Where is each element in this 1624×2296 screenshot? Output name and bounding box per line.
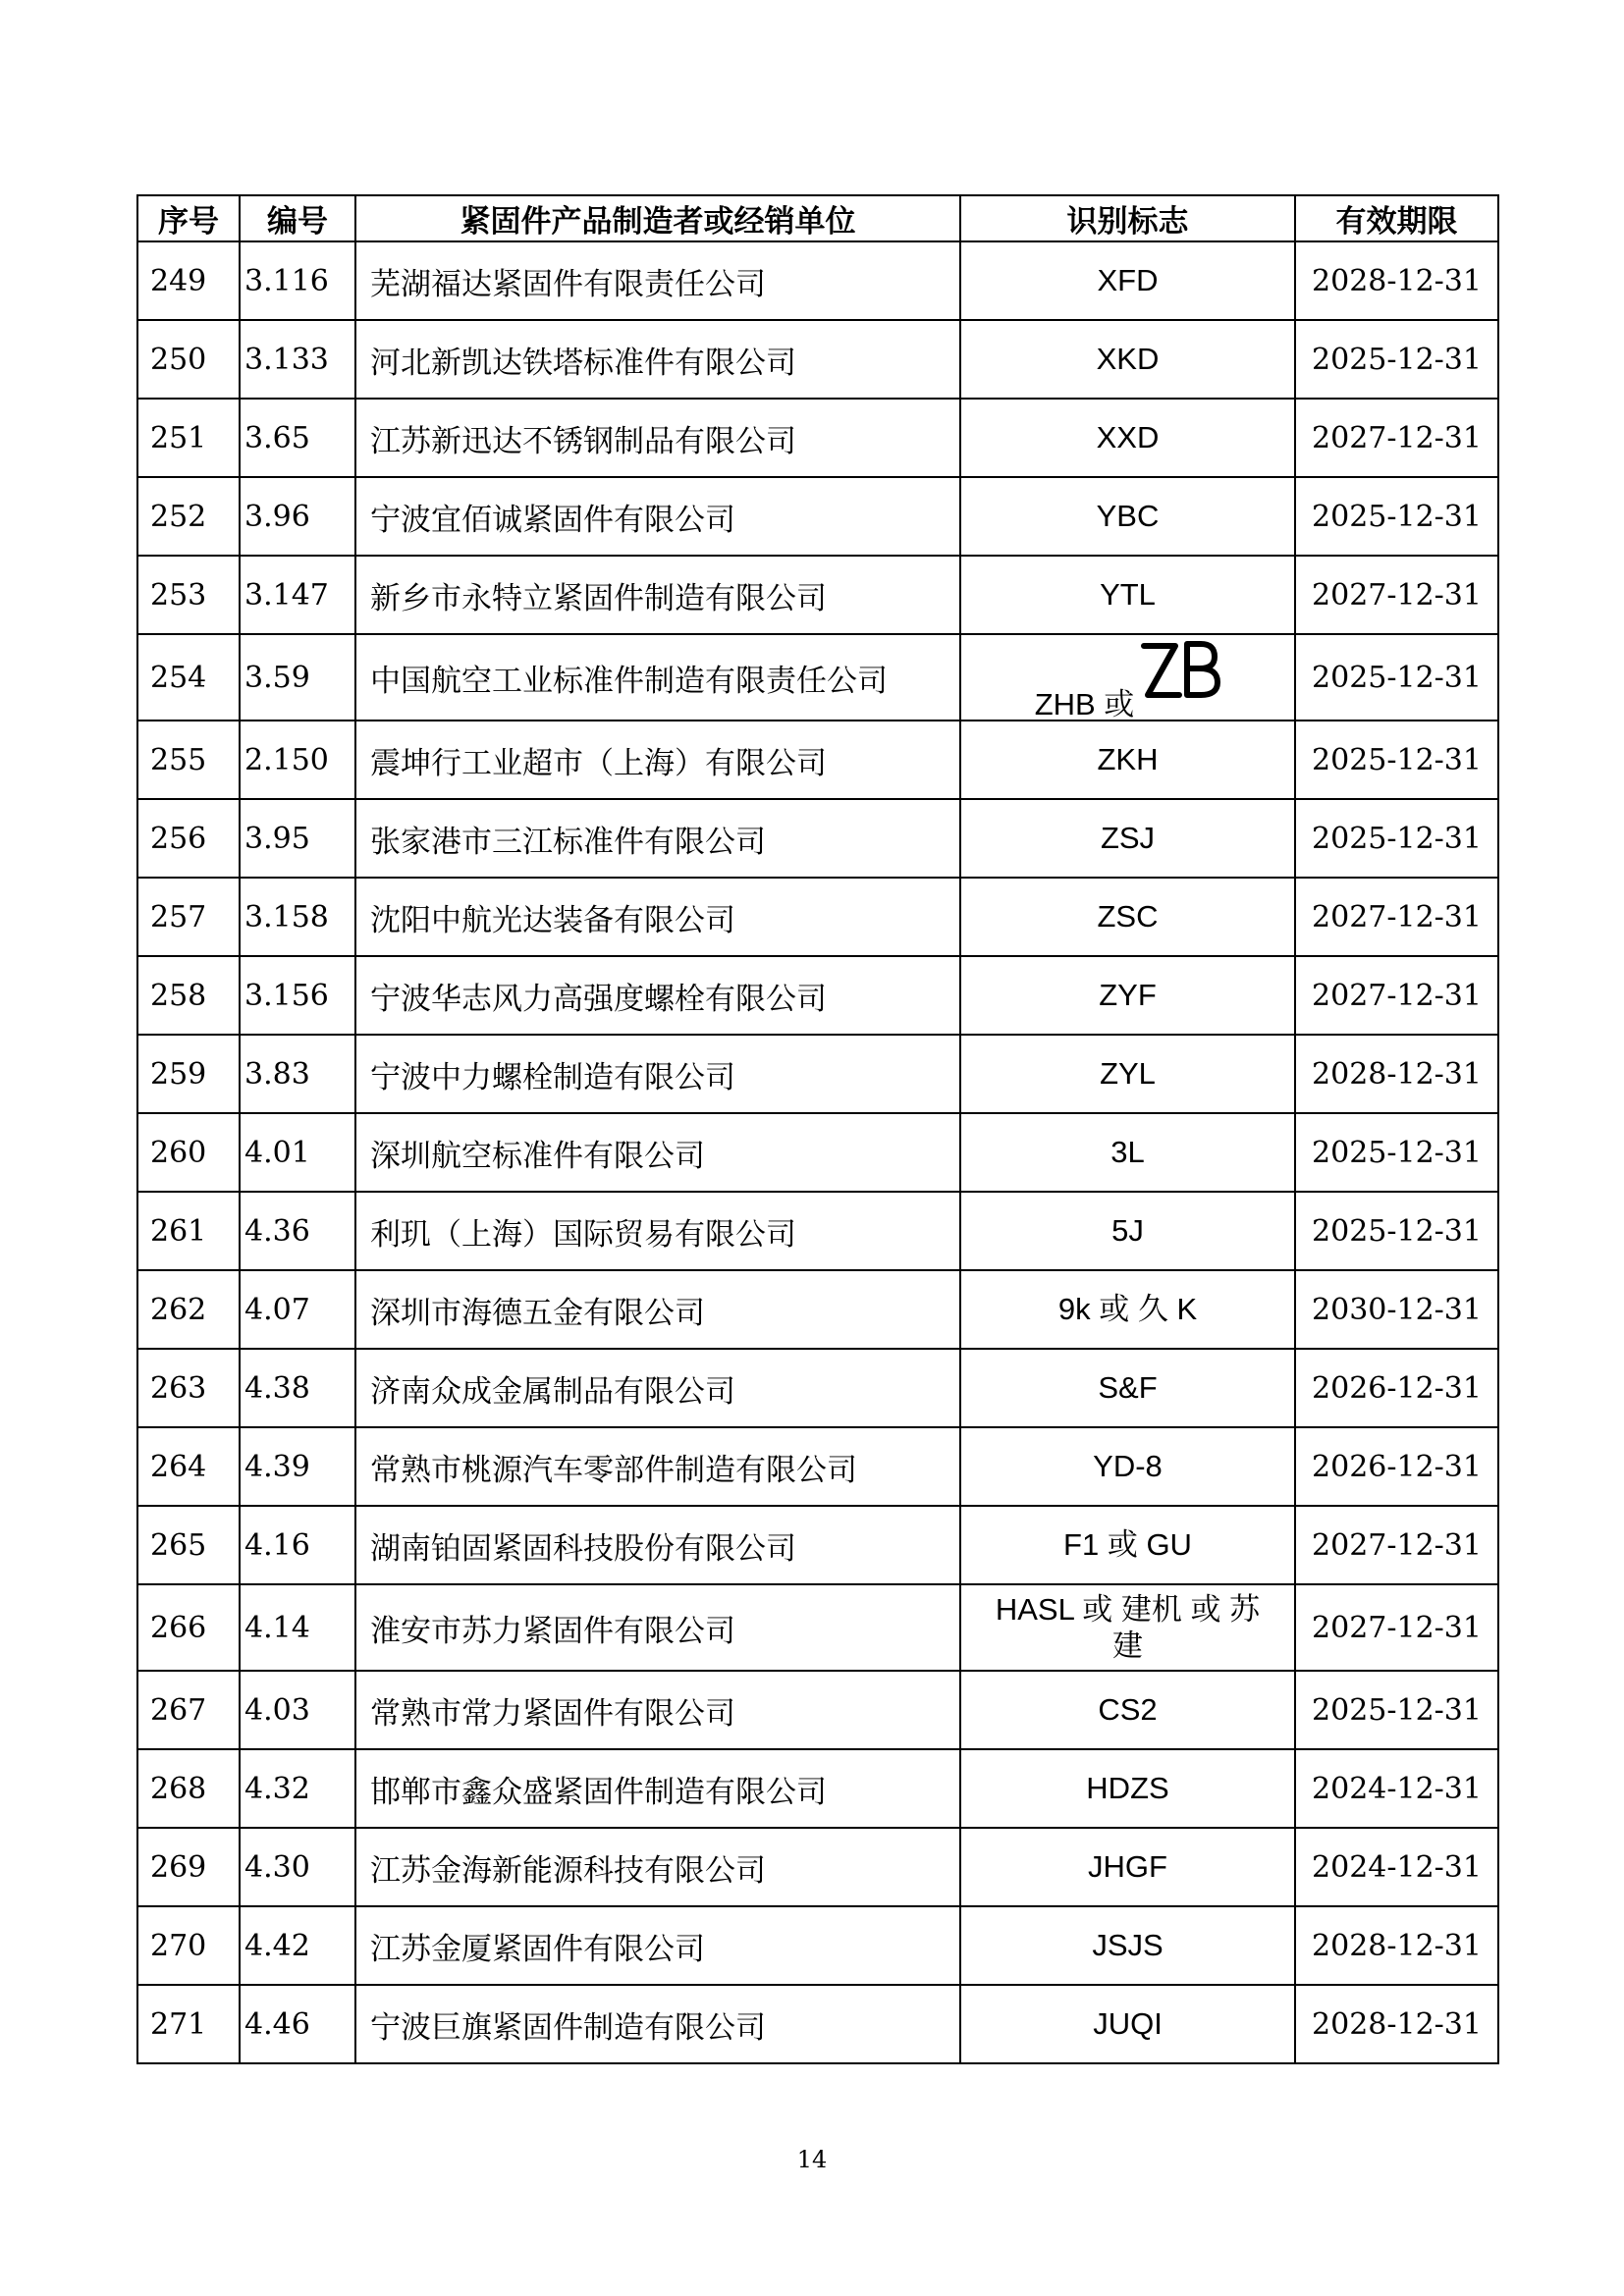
cell-mark bbox=[960, 634, 1295, 721]
cell-seq: 254 bbox=[137, 634, 240, 721]
cell-expiry: 2025-12-31 bbox=[1295, 477, 1498, 556]
cell-expiry: 2026-12-31 bbox=[1295, 1427, 1498, 1506]
cell-mark: ZYL bbox=[960, 1035, 1295, 1113]
page-number: 14 bbox=[796, 2146, 828, 2173]
cell-seq: 264 bbox=[137, 1427, 240, 1506]
cell-expiry: 2027-12-31 bbox=[1295, 878, 1498, 956]
cell-company: 芜湖福达紧固件有限责任公司 bbox=[355, 241, 960, 320]
cell-expiry: 2025-12-31 bbox=[1295, 721, 1498, 799]
table-row bbox=[137, 878, 1498, 956]
cell-company: 新乡市永特立紧固件制造有限公司 bbox=[355, 556, 960, 634]
header-seq: 序号 bbox=[137, 195, 240, 241]
header-mark: 识别标志 bbox=[960, 195, 1295, 241]
cell-expiry: 2025-12-31 bbox=[1295, 634, 1498, 721]
cell-company: 深圳航空标准件有限公司 bbox=[355, 1113, 960, 1192]
cell-mark: S&F bbox=[960, 1349, 1295, 1427]
cell-seq: 251 bbox=[137, 399, 240, 477]
cell-expiry: 2025-12-31 bbox=[1295, 320, 1498, 399]
cell-code: 3.59 bbox=[240, 634, 355, 721]
cell-code: 4.14 bbox=[240, 1584, 355, 1671]
cell-company: 震坤行工业超市（上海）有限公司 bbox=[355, 721, 960, 799]
cell-company: 中国航空工业标准件制造有限责任公司 bbox=[355, 634, 960, 721]
cell-seq: 263 bbox=[137, 1349, 240, 1427]
cell-mark: YTL bbox=[960, 556, 1295, 634]
table-row bbox=[137, 1906, 1498, 1985]
cell-code: 4.39 bbox=[240, 1427, 355, 1506]
cell-expiry: 2028-12-31 bbox=[1295, 241, 1498, 320]
table-row bbox=[137, 1828, 1498, 1906]
cell-seq: 265 bbox=[137, 1506, 240, 1584]
cell-seq: 259 bbox=[137, 1035, 240, 1113]
cell-mark: F1 或 GU bbox=[960, 1506, 1295, 1584]
cell-company: 淮安市苏力紧固件有限公司 bbox=[355, 1584, 960, 1671]
cell-expiry: 2026-12-31 bbox=[1295, 1349, 1498, 1427]
cell-expiry: 2028-12-31 bbox=[1295, 1985, 1498, 2063]
cell-seq: 256 bbox=[137, 799, 240, 878]
cell-seq: 262 bbox=[137, 1270, 240, 1349]
cell-expiry: 2025-12-31 bbox=[1295, 1113, 1498, 1192]
cell-seq: 269 bbox=[137, 1828, 240, 1906]
table-row bbox=[137, 1749, 1498, 1828]
zb-logo-mark bbox=[1138, 638, 1220, 701]
cell-seq: 266 bbox=[137, 1584, 240, 1671]
cell-code: 4.42 bbox=[240, 1906, 355, 1985]
cell-company: 邯郸市鑫众盛紧固件制造有限公司 bbox=[355, 1749, 960, 1828]
fastener-table-container bbox=[136, 194, 1497, 2064]
cell-code: 4.46 bbox=[240, 1985, 355, 2063]
table-row bbox=[137, 1506, 1498, 1584]
cell-seq: 255 bbox=[137, 721, 240, 799]
cell-company: 张家港市三江标准件有限公司 bbox=[355, 799, 960, 878]
cell-expiry: 2027-12-31 bbox=[1295, 1506, 1498, 1584]
mark-text: ZHB 或 bbox=[1034, 686, 1135, 721]
cell-company: 常熟市常力紧固件有限公司 bbox=[355, 1671, 960, 1749]
cell-company: 济南众成金属制品有限公司 bbox=[355, 1349, 960, 1427]
cell-code: 4.03 bbox=[240, 1671, 355, 1749]
cell-mark: JSJS bbox=[960, 1906, 1295, 1985]
cell-company: 江苏金厦紧固件有限公司 bbox=[355, 1906, 960, 1985]
cell-mark: 5J bbox=[960, 1192, 1295, 1270]
cell-seq: 261 bbox=[137, 1192, 240, 1270]
table-row bbox=[137, 399, 1498, 477]
cell-seq: 258 bbox=[137, 956, 240, 1035]
cell-mark: JHGF bbox=[960, 1828, 1295, 1906]
table-row bbox=[137, 721, 1498, 799]
cell-seq: 267 bbox=[137, 1671, 240, 1749]
cell-seq: 257 bbox=[137, 878, 240, 956]
cell-code: 3.133 bbox=[240, 320, 355, 399]
cell-mark: CS2 bbox=[960, 1671, 1295, 1749]
cell-expiry: 2024-12-31 bbox=[1295, 1749, 1498, 1828]
table-row bbox=[137, 1427, 1498, 1506]
cell-mark: ZSC bbox=[960, 878, 1295, 956]
cell-expiry: 2027-12-31 bbox=[1295, 1584, 1498, 1671]
cell-code: 3.83 bbox=[240, 1035, 355, 1113]
table-row bbox=[137, 1192, 1498, 1270]
cell-mark: XFD bbox=[960, 241, 1295, 320]
cell-seq: 249 bbox=[137, 241, 240, 320]
cell-seq: 268 bbox=[137, 1749, 240, 1828]
cell-company: 常熟市桃源汽车零部件制造有限公司 bbox=[355, 1427, 960, 1506]
table-row bbox=[137, 1270, 1498, 1349]
cell-code: 3.158 bbox=[240, 878, 355, 956]
cell-seq: 250 bbox=[137, 320, 240, 399]
table-row bbox=[137, 634, 1498, 721]
cell-seq: 252 bbox=[137, 477, 240, 556]
cell-expiry: 2025-12-31 bbox=[1295, 1192, 1498, 1270]
table-row bbox=[137, 477, 1498, 556]
cell-code: 4.30 bbox=[240, 1828, 355, 1906]
cell-code: 3.96 bbox=[240, 477, 355, 556]
table-row bbox=[137, 1035, 1498, 1113]
cell-expiry: 2024-12-31 bbox=[1295, 1828, 1498, 1906]
cell-expiry: 2030-12-31 bbox=[1295, 1270, 1498, 1349]
cell-mark: 3L bbox=[960, 1113, 1295, 1192]
cell-company: 利玑（上海）国际贸易有限公司 bbox=[355, 1192, 960, 1270]
table-header-row bbox=[137, 195, 1498, 241]
table-row bbox=[137, 556, 1498, 634]
cell-mark: XKD bbox=[960, 320, 1295, 399]
header-expiry: 有效期限 bbox=[1295, 195, 1498, 241]
table-row bbox=[137, 799, 1498, 878]
table-row bbox=[137, 1349, 1498, 1427]
cell-company: 河北新凯达铁塔标准件有限公司 bbox=[355, 320, 960, 399]
cell-code: 4.16 bbox=[240, 1506, 355, 1584]
cell-seq: 260 bbox=[137, 1113, 240, 1192]
cell-expiry: 2027-12-31 bbox=[1295, 556, 1498, 634]
cell-code: 4.36 bbox=[240, 1192, 355, 1270]
header-code: 编号 bbox=[240, 195, 355, 241]
cell-company: 江苏新迅达不锈钢制品有限公司 bbox=[355, 399, 960, 477]
cell-company: 宁波巨旗紧固件制造有限公司 bbox=[355, 1985, 960, 2063]
table-row bbox=[137, 1584, 1498, 1671]
table-row bbox=[137, 1113, 1498, 1192]
cell-company: 宁波宜佰诚紧固件有限公司 bbox=[355, 477, 960, 556]
cell-mark: 9k 或 久 K bbox=[960, 1270, 1295, 1349]
cell-company: 宁波华志风力高强度螺栓有限公司 bbox=[355, 956, 960, 1035]
header-company: 紧固件产品制造者或经销单位 bbox=[355, 195, 960, 241]
cell-company: 深圳市海德五金有限公司 bbox=[355, 1270, 960, 1349]
cell-code: 4.07 bbox=[240, 1270, 355, 1349]
cell-code: 2.150 bbox=[240, 721, 355, 799]
fastener-table bbox=[136, 194, 1499, 2064]
cell-mark: JUQI bbox=[960, 1985, 1295, 2063]
cell-code: 4.38 bbox=[240, 1349, 355, 1427]
cell-code: 3.147 bbox=[240, 556, 355, 634]
table-row bbox=[137, 956, 1498, 1035]
cell-code: 4.32 bbox=[240, 1749, 355, 1828]
cell-seq: 253 bbox=[137, 556, 240, 634]
cell-mark: ZYF bbox=[960, 956, 1295, 1035]
cell-mark: HASL 或 建机 或 苏建 bbox=[960, 1584, 1295, 1671]
cell-expiry: 2027-12-31 bbox=[1295, 956, 1498, 1035]
cell-seq: 271 bbox=[137, 1985, 240, 2063]
cell-company: 沈阳中航光达装备有限公司 bbox=[355, 878, 960, 956]
cell-mark: ZSJ bbox=[960, 799, 1295, 878]
cell-seq: 270 bbox=[137, 1906, 240, 1985]
cell-expiry: 2027-12-31 bbox=[1295, 399, 1498, 477]
cell-code: 4.01 bbox=[240, 1113, 355, 1192]
table-row bbox=[137, 241, 1498, 320]
cell-mark: XXD bbox=[960, 399, 1295, 477]
cell-company: 湖南铂固紧固科技股份有限公司 bbox=[355, 1506, 960, 1584]
cell-expiry: 2025-12-31 bbox=[1295, 1671, 1498, 1749]
cell-code: 3.156 bbox=[240, 956, 355, 1035]
cell-expiry: 2028-12-31 bbox=[1295, 1035, 1498, 1113]
cell-expiry: 2025-12-31 bbox=[1295, 799, 1498, 878]
table-row bbox=[137, 1985, 1498, 2063]
cell-company: 宁波中力螺栓制造有限公司 bbox=[355, 1035, 960, 1113]
cell-expiry: 2028-12-31 bbox=[1295, 1906, 1498, 1985]
cell-mark: ZKH bbox=[960, 721, 1295, 799]
cell-mark: YD-8 bbox=[960, 1427, 1295, 1506]
cell-mark: HDZS bbox=[960, 1749, 1295, 1828]
cell-company: 江苏金海新能源科技有限公司 bbox=[355, 1828, 960, 1906]
cell-code: 3.116 bbox=[240, 241, 355, 320]
table-row bbox=[137, 1671, 1498, 1749]
cell-mark: YBC bbox=[960, 477, 1295, 556]
table-row bbox=[137, 320, 1498, 399]
cell-code: 3.65 bbox=[240, 399, 355, 477]
cell-code: 3.95 bbox=[240, 799, 355, 878]
